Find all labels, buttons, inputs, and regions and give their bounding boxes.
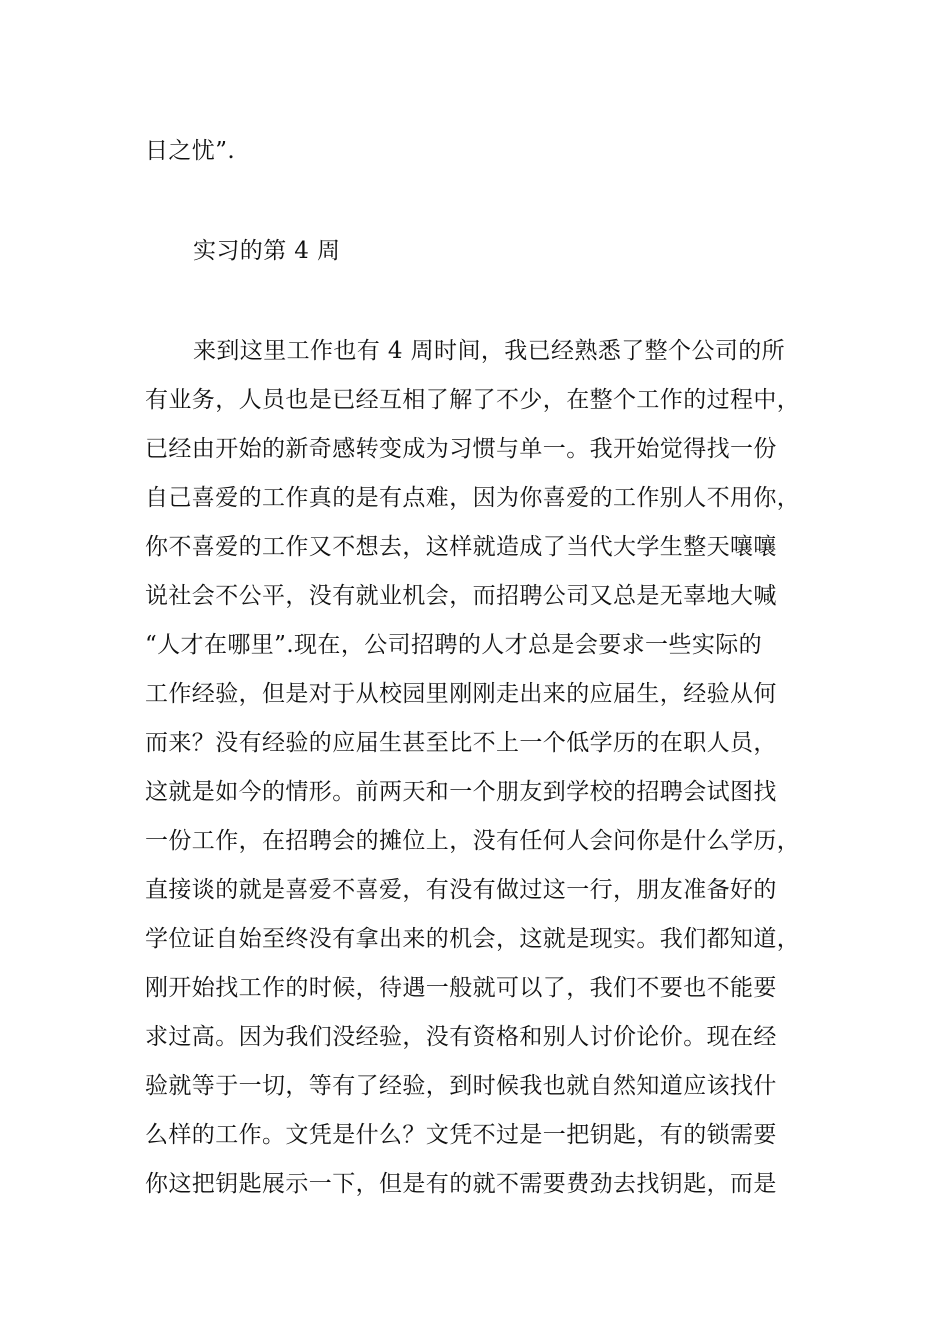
paragraph-line: “人才在哪里”.现在，公司招聘的人才总是会要求一些实际的 [145, 632, 763, 658]
paragraph-line: 说社会不公平，没有就业机会，而招聘公司又总是无辜地大喊 [145, 583, 777, 609]
paragraph-line: 求过高。因为我们没经验，没有资格和别人讨价论价。现在经 [145, 1024, 777, 1050]
paragraph-line: 工作经验，但是对于从校园里刚刚走出来的应届生，经验从何 [145, 681, 777, 707]
paragraph-line: 有业务，人员也是已经互相了解了不少，在整个工作的过程中， [145, 387, 801, 413]
paragraph-line: 这就是如今的情形。前两天和一个朋友到学校的招聘会试图找 [145, 779, 777, 805]
paragraph-line: 已经由开始的新奇感转变成为习惯与单一。我开始觉得找一份 [145, 436, 777, 462]
paragraph-line: 而来？没有经验的应届生甚至比不上一个低学历的在职人员， [145, 730, 777, 756]
paragraph-line: 你这把钥匙展示一下，但是有的就不需要费劲去找钥匙，而是 [145, 1171, 777, 1197]
paragraph-line: 直接谈的就是喜爱不喜爱，有没有做过这一行，朋友准备好的 [145, 877, 777, 903]
paragraph-line: 么样的工作。文凭是什么？文凭不过是一把钥匙，有的锁需要 [145, 1122, 777, 1148]
section-heading: 实习的第 4 周 [193, 238, 341, 264]
text-line-continuation: 日之忧”. [145, 138, 236, 164]
paragraph-line: 你不喜爱的工作又不想去，这样就造成了当代大学生整天嚷嚷 [145, 534, 777, 560]
paragraph-line: 自己喜爱的工作真的是有点难，因为你喜爱的工作别人不用你， [145, 485, 801, 511]
paragraph-line: 验就等于一切，等有了经验，到时候我也就自然知道应该找什 [145, 1073, 777, 1099]
paragraph-line: 刚开始找工作的时候，待遇一般就可以了，我们不要也不能要 [145, 975, 777, 1001]
paragraph-line: 学位证自始至终没有拿出来的机会，这就是现实。我们都知道， [145, 926, 801, 952]
paragraph-line: 来到这里工作也有 4 周时间，我已经熟悉了整个公司的所 [193, 338, 786, 364]
paragraph-line: 一份工作，在招聘会的摊位上，没有任何人会问你是什么学历， [145, 828, 801, 854]
